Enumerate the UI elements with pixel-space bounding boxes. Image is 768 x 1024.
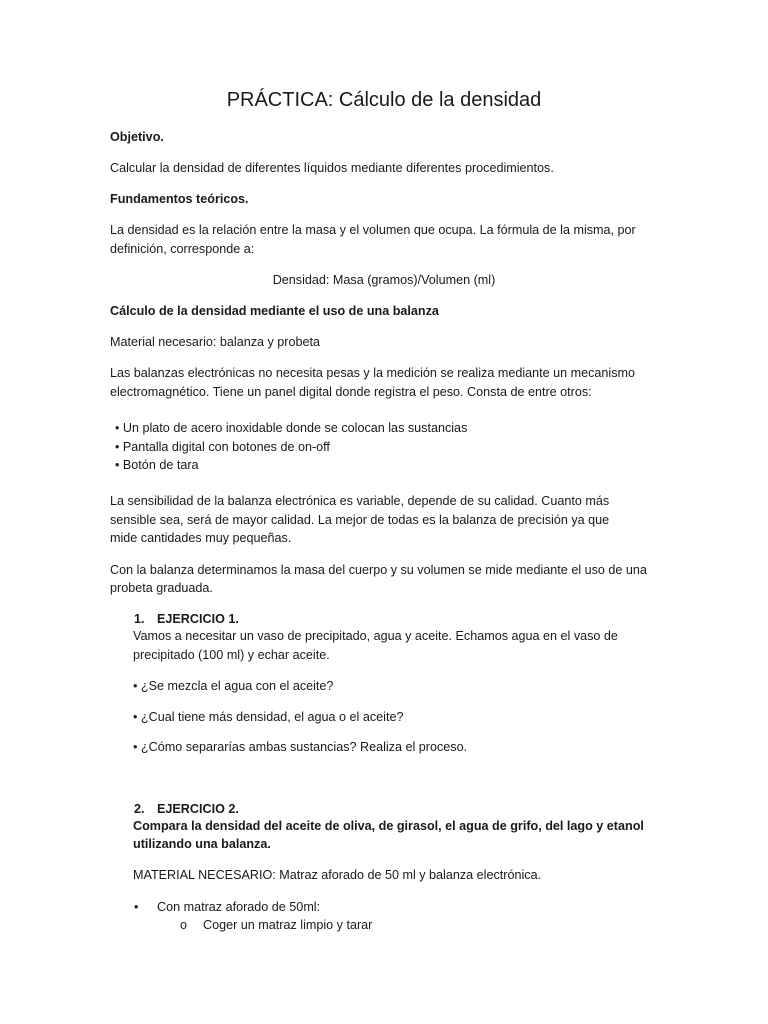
balanza-heading: Cálculo de la densidad mediante el uso de una balanza <box>110 304 439 318</box>
ejercicio-2-heading: EJERCICIO 2. <box>157 802 239 816</box>
question-item: • ¿Cómo separarías ambas sustancias? Realiza el proceso. <box>133 740 468 754</box>
ejercicio-2-sub-text: Coger un matraz limpio y tarar <box>203 918 373 932</box>
sensibilidad-line-1: La sensibilidad de la balanza electrónica es variable, depende de su calidad. Cuanto más <box>110 494 610 508</box>
con-balanza-line-2: probeta graduada. <box>110 581 213 595</box>
density-formula: Densidad: Masa (gramos)/Volumen (ml) <box>272 273 496 287</box>
list-item: • Un plato de acero inoxidable donde se colocan las sustancias <box>115 421 468 435</box>
ejercicio-1-number: 1. <box>134 612 145 626</box>
con-balanza-line-1: Con la balanza determinamos la masa del cuerpo y su volumen se mide mediante el uso de una <box>110 563 647 577</box>
ejercicio-1-heading: EJERCICIO 1. <box>157 612 239 626</box>
ejercicio-2-material: MATERIAL NECESARIO: Matraz aforado de 50 ml y balanza electrónica. <box>133 868 542 882</box>
ejercicio-2-bold-line-1: Compara la densidad del aceite de oliva, de girasol, el agua de grifo, del lago y etanol <box>133 819 644 833</box>
fundamentos-heading: Fundamentos teóricos. <box>110 192 249 206</box>
question-item: • ¿Cual tiene más densidad, el agua o el aceite? <box>133 710 404 724</box>
ejercicio-2-bullet-text: Con matraz aforado de 50ml: <box>157 900 321 914</box>
page-title: PRÁCTICA: Cálculo de la densidad <box>226 89 542 111</box>
ejercicio-1-line-1: Vamos a necesitar un vaso de precipitado, agua y aceite. Echamos agua en el vaso de <box>133 629 618 643</box>
objetivo-text: Calcular la densidad de diferentes líquidos mediante diferentes procedimientos. <box>110 161 554 175</box>
list-item: • Botón de tara <box>115 458 199 472</box>
sensibilidad-line-2: sensible sea, será de mayor calidad. La mejor de todas es la balanza de precisión ya que <box>110 513 610 527</box>
circle-bullet-icon: o <box>180 918 188 932</box>
ejercicio-2-number: 2. <box>134 802 145 816</box>
fundamentos-line-1: La densidad es la relación entre la masa y el volumen que ocupa. La fórmula de la misma, por <box>110 223 636 237</box>
list-item: • Pantalla digital con botones de on-off <box>115 440 330 454</box>
material-text: Material necesario: balanza y probeta <box>110 335 321 349</box>
ejercicio-1-line-2: precipitado (100 ml) y echar aceite. <box>133 648 330 662</box>
bullet-icon: • <box>134 900 139 914</box>
fundamentos-line-2: definición, corresponde a: <box>110 242 255 256</box>
ejercicio-2-bold-line-2: utilizando una balanza. <box>133 837 271 851</box>
balanzas-line-2: electromagnético. Tiene un panel digital donde registra el peso. Consta de entre otros: <box>110 385 592 399</box>
sensibilidad-line-3: mide cantidades muy pequeñas. <box>110 531 292 545</box>
objetivo-heading: Objetivo. <box>110 130 164 144</box>
question-item: • ¿Se mezcla el agua con el aceite? <box>133 679 334 693</box>
balanzas-line-1: Las balanzas electrónicas no necesita pesas y la medición se realiza mediante un mecanismo <box>110 366 636 380</box>
